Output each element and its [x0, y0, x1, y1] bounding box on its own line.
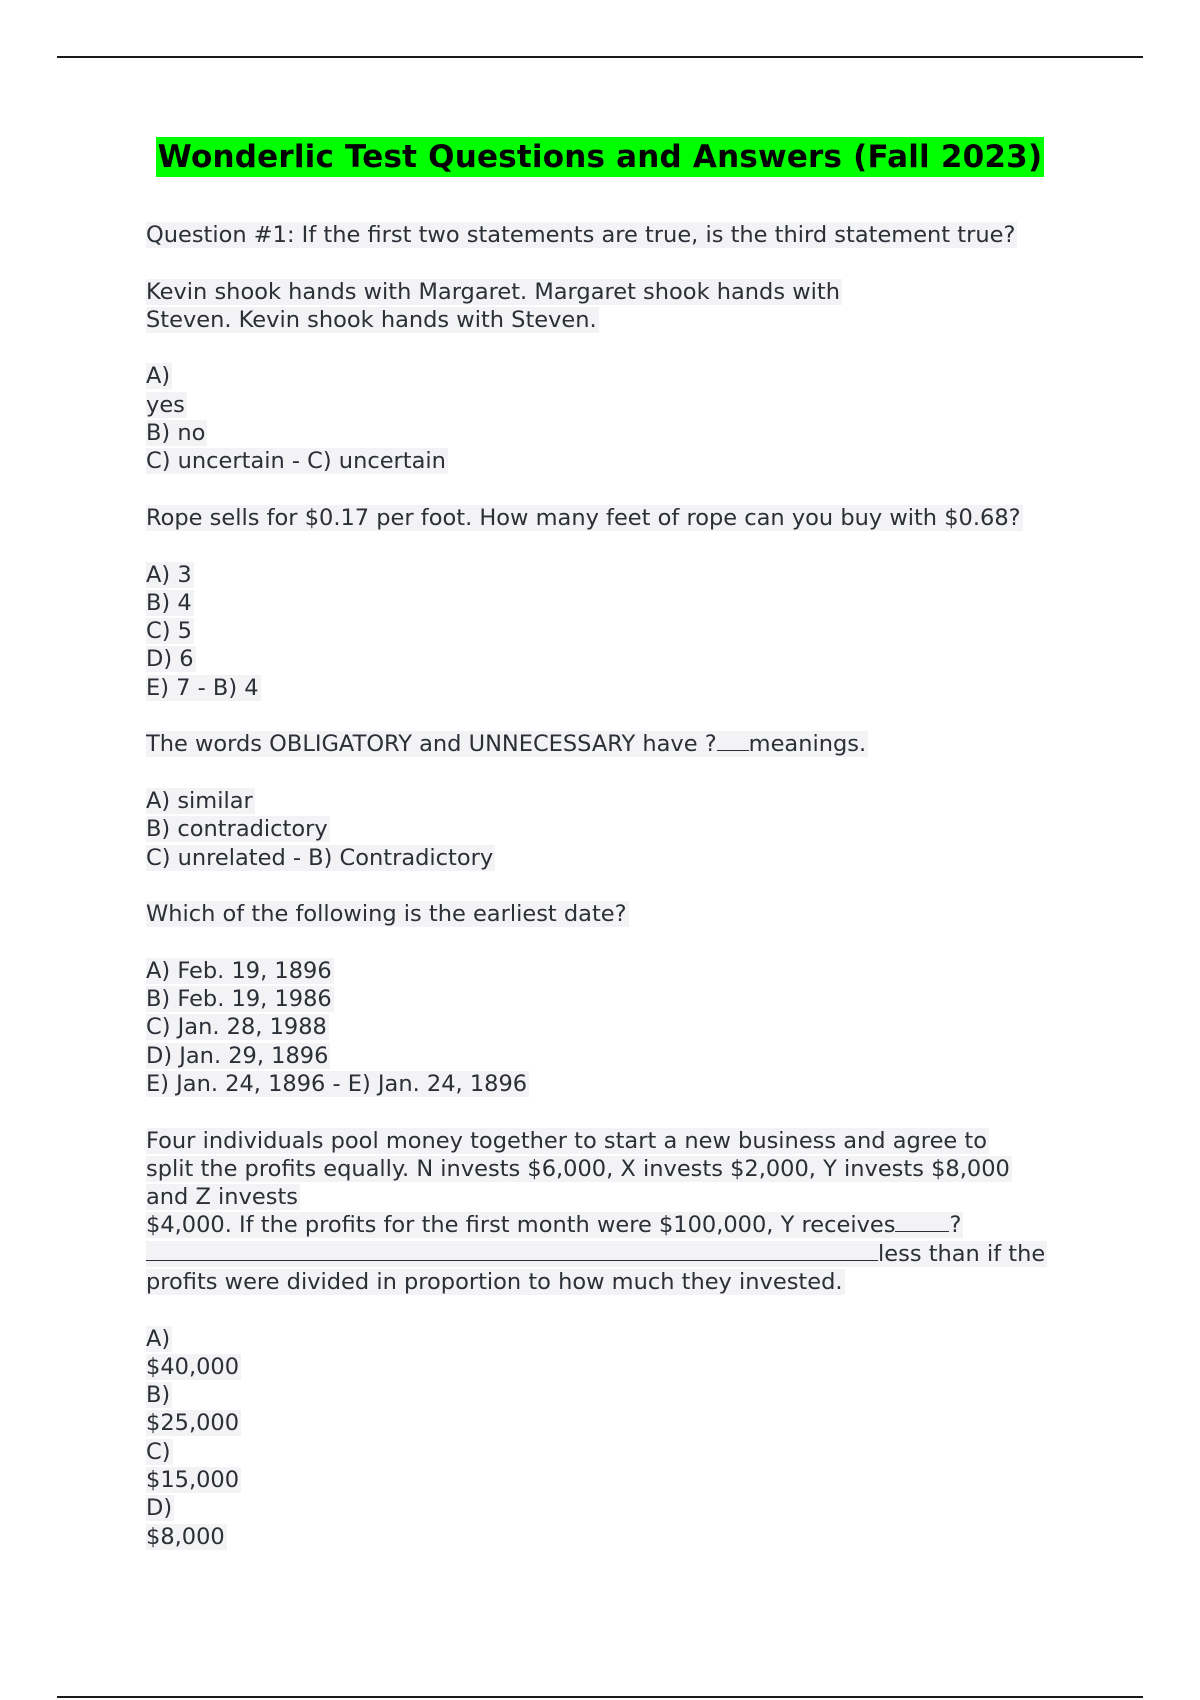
- question-3-options: [146, 787, 1106, 872]
- option-item: D) 6: [146, 646, 194, 673]
- answer-blank-long: [146, 1240, 878, 1261]
- question-text: Which of the following is the earliest date?: [146, 901, 627, 928]
- question-text-line: [146, 1241, 1047, 1267]
- option-item: $40,000: [146, 1353, 240, 1380]
- option-item: D): [146, 1495, 173, 1522]
- option-item: B) contradictory: [146, 816, 328, 843]
- question-text-before-blank: The words OBLIGATORY and UNNECESSARY have ?: [146, 731, 717, 758]
- question-2-prompt: [146, 504, 1106, 532]
- question-text-line: and Z invests: [146, 1184, 298, 1211]
- question-text-after-blank: ?: [949, 1212, 962, 1239]
- option-item: $8,000: [146, 1523, 225, 1550]
- option-item: A) similar: [146, 787, 253, 814]
- option-item: yes: [146, 391, 185, 418]
- question-2-options: [146, 561, 1106, 702]
- option-item: B): [146, 1382, 171, 1409]
- question-text: Question #1: If the first two statements are true, is the third statement true?: [146, 222, 1016, 248]
- option-item: $15,000: [146, 1467, 240, 1494]
- document-title: Wonderlic Test Questions and Answers (Fall 2023): [157, 139, 1043, 175]
- document-body: [146, 221, 1106, 1579]
- option-item: D) Jan. 29, 1896: [146, 1042, 329, 1069]
- option-item: C) 5: [146, 618, 192, 645]
- option-item: C): [146, 1438, 171, 1465]
- option-item: A): [146, 363, 171, 390]
- answer-blank: [895, 1211, 949, 1232]
- question-5-prompt: [146, 1127, 1106, 1297]
- question-text-after-blank: less than if the: [878, 1240, 1046, 1267]
- option-item: A): [146, 1325, 171, 1352]
- question-text-line: Four individuals pool money together to start a new business and agree to: [146, 1127, 987, 1154]
- question-text-line: [146, 1212, 963, 1238]
- question-5-options: [146, 1325, 1106, 1551]
- option-item: B) Feb. 19, 1986: [146, 986, 332, 1013]
- title-container: [0, 137, 1200, 177]
- question-4-prompt: [146, 900, 1106, 928]
- option-item: $25,000: [146, 1410, 240, 1437]
- question-text-line: split the profits equally. N invests $6,000, X invests $2,000, Y invests $8,000: [146, 1155, 1010, 1182]
- question-text-before-blank: $4,000. If the profits for the first month were $100,000, Y receives: [146, 1212, 896, 1239]
- option-item: C) Jan. 28, 1988: [146, 1014, 327, 1041]
- option-item: A) Feb. 19, 1896: [146, 957, 332, 984]
- option-item: E) Jan. 24, 1896 - E) Jan. 24, 1896: [146, 1070, 528, 1097]
- option-item: B) no: [146, 420, 206, 447]
- option-item: C) uncertain - C) uncertain: [146, 448, 446, 475]
- option-item: B) 4: [146, 589, 192, 616]
- question-1-options: [146, 362, 1106, 475]
- question-1-statements: [146, 278, 1106, 335]
- question-text-after-blank: meanings.: [748, 731, 867, 758]
- question-1-prompt: [146, 221, 1106, 249]
- question-4-options: [146, 957, 1106, 1098]
- answer-blank: [717, 730, 749, 751]
- question-3-prompt: [146, 730, 1106, 758]
- question-text-line: profits were divided in proportion to how much they invested.: [146, 1268, 843, 1295]
- statement-line: Steven. Kevin shook hands with Steven.: [146, 306, 597, 333]
- question-text: Rope sells for $0.17 per foot. How many feet of rope can you buy with $0.68?: [146, 504, 1021, 531]
- question-text: [146, 731, 868, 757]
- statement-line: Kevin shook hands with Margaret. Margaret shook hands with: [146, 278, 840, 305]
- bottom-rule: [57, 1696, 1143, 1698]
- option-item: A) 3: [146, 561, 192, 588]
- option-item: C) unrelated - B) Contradictory: [146, 844, 494, 871]
- top-rule: [57, 56, 1143, 58]
- option-item: E) 7 - B) 4: [146, 674, 259, 701]
